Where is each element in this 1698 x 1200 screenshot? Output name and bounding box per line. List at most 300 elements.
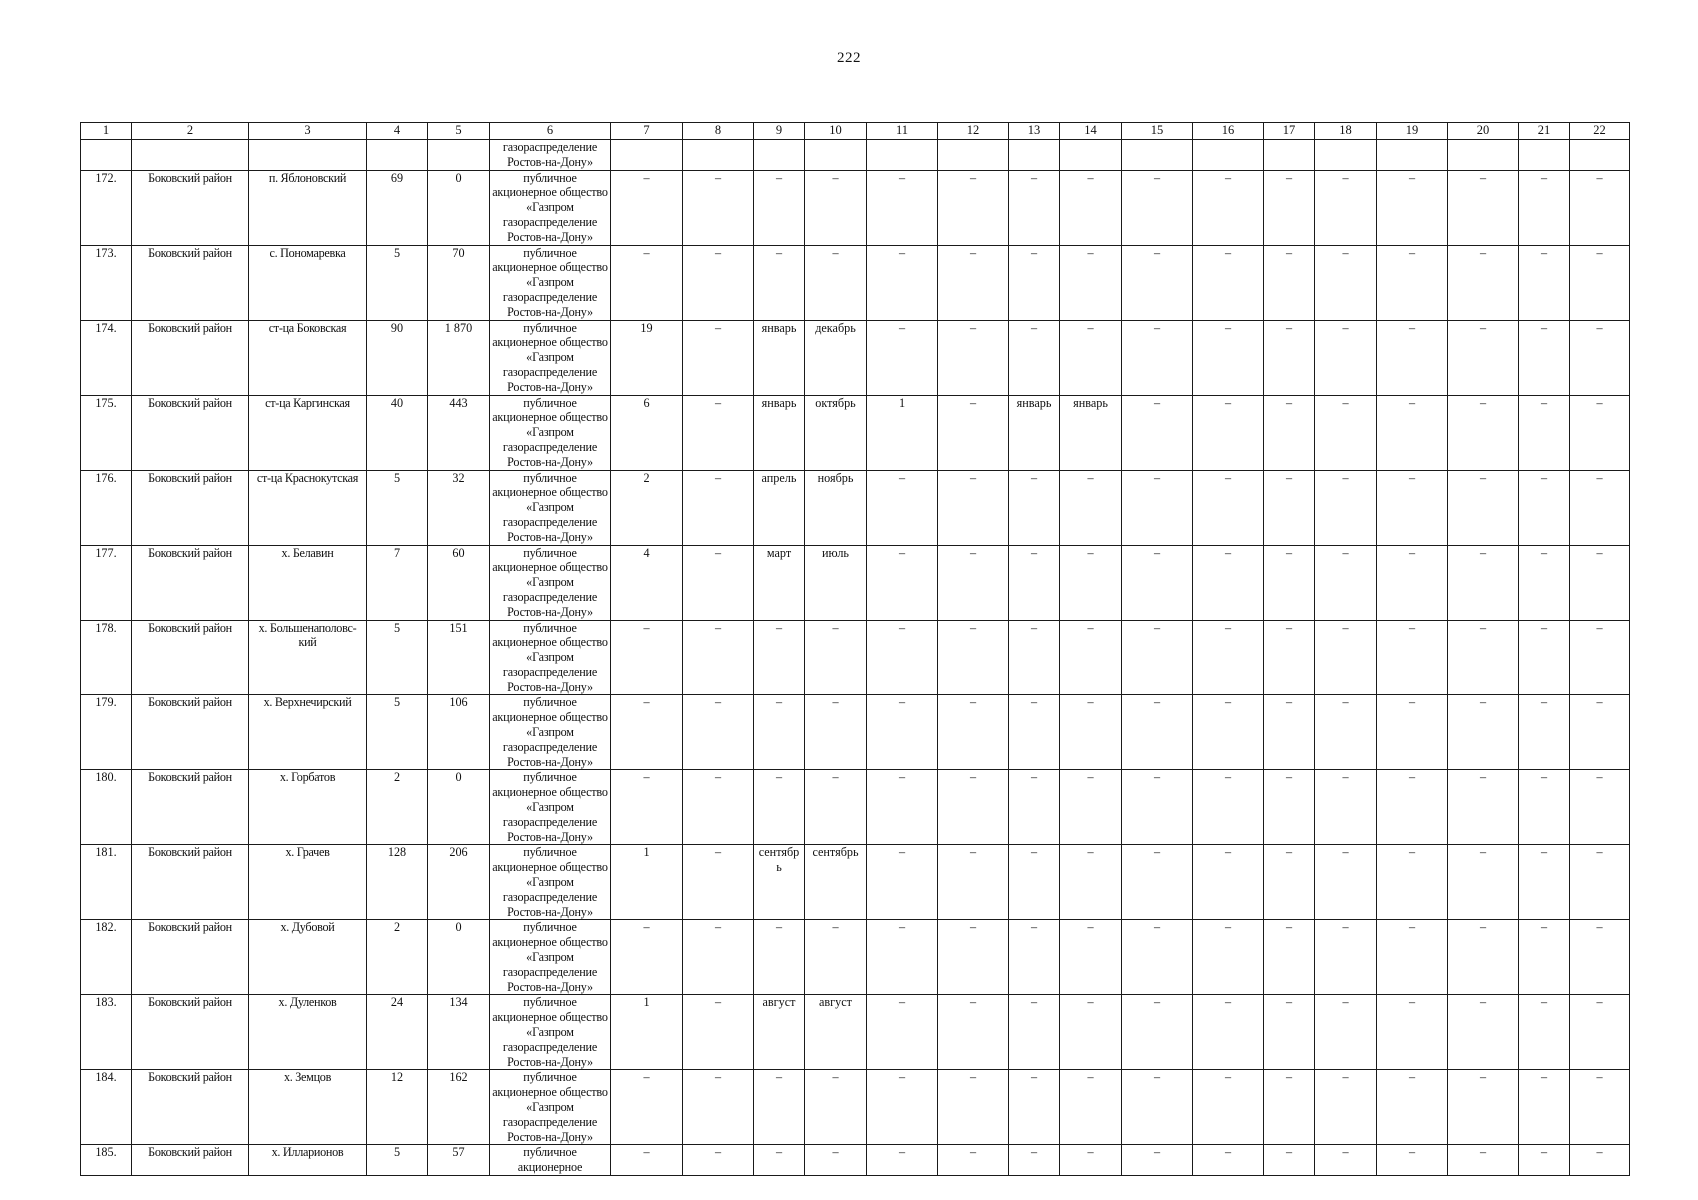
table-row (81, 395, 1630, 470)
col9-value-cell: январь (754, 320, 805, 395)
col8-value-cell: – (683, 920, 754, 995)
col20-value-cell: – (1448, 1070, 1519, 1145)
settlement-cell: х. Илларионов (249, 1145, 367, 1176)
col12-value-cell: – (938, 620, 1009, 695)
col15-value-cell: – (1122, 545, 1193, 620)
col18-value-cell: – (1315, 620, 1377, 695)
col19-value-cell: – (1377, 245, 1448, 320)
organization-cell: публичное акционерное общество «Газпром газораспределение Ростов-на-Дону» (490, 470, 611, 545)
col17-value-cell: – (1264, 320, 1315, 395)
row-number-cell: 185. (81, 1145, 132, 1176)
col7-value-cell: 1 (611, 845, 683, 920)
organization-cell: публичное акционерное общество «Газпром газораспределение Ростов-на-Дону» (490, 1070, 611, 1145)
col22-value-cell: – (1570, 395, 1630, 470)
col19-value-cell: – (1377, 1145, 1448, 1176)
column-number-header: 6 (490, 123, 611, 140)
col14-value-cell: – (1060, 845, 1122, 920)
col10-value-cell: – (805, 245, 867, 320)
organization-cell: публичное акционерное общество «Газпром газораспределение Ростов-на-Дону» (490, 170, 611, 245)
col8-value-cell: – (683, 1145, 754, 1176)
settlement-cell: х. Белавин (249, 545, 367, 620)
col4-value-cell: 2 (367, 770, 428, 845)
col19-value-cell (1377, 140, 1448, 171)
organization-cell: газораспределение Ростов-на-Дону» (490, 140, 611, 171)
table-row (81, 245, 1630, 320)
col11-value-cell: – (867, 470, 938, 545)
column-number-header: 1 (81, 123, 132, 140)
col11-value-cell (867, 140, 938, 171)
col9-value-cell: – (754, 1145, 805, 1176)
col7-value-cell: – (611, 1145, 683, 1176)
col14-value-cell: – (1060, 170, 1122, 245)
col13-value-cell: – (1009, 170, 1060, 245)
col12-value-cell (938, 140, 1009, 171)
col17-value-cell: – (1264, 770, 1315, 845)
table-row (81, 845, 1630, 920)
table-row (81, 995, 1630, 1070)
col15-value-cell: – (1122, 1070, 1193, 1145)
col12-value-cell: – (938, 1070, 1009, 1145)
col17-value-cell: – (1264, 995, 1315, 1070)
col11-value-cell: – (867, 1070, 938, 1145)
col4-value-cell: 5 (367, 1145, 428, 1176)
col15-value-cell: – (1122, 770, 1193, 845)
col22-value-cell: – (1570, 770, 1630, 845)
col14-value-cell: – (1060, 620, 1122, 695)
col10-value-cell: ноябрь (805, 470, 867, 545)
settlement-cell (249, 140, 367, 171)
col10-value-cell: декабрь (805, 320, 867, 395)
district-cell (132, 140, 249, 171)
col18-value-cell: – (1315, 845, 1377, 920)
table-row (81, 320, 1630, 395)
col19-value-cell: – (1377, 770, 1448, 845)
col13-value-cell: – (1009, 695, 1060, 770)
col15-value-cell: – (1122, 245, 1193, 320)
col17-value-cell: – (1264, 545, 1315, 620)
col11-value-cell: – (867, 620, 938, 695)
col16-value-cell: – (1193, 620, 1264, 695)
page-number: 222 (837, 50, 861, 66)
col14-value-cell: – (1060, 920, 1122, 995)
settlement-cell: х. Верхнечирский (249, 695, 367, 770)
col13-value-cell: – (1009, 620, 1060, 695)
col12-value-cell: – (938, 770, 1009, 845)
col17-value-cell: – (1264, 470, 1315, 545)
col11-value-cell: – (867, 1145, 938, 1176)
col4-value-cell: 40 (367, 395, 428, 470)
col16-value-cell: – (1193, 470, 1264, 545)
col5-value-cell: 443 (428, 395, 490, 470)
col10-value-cell: – (805, 620, 867, 695)
organization-cell: публичное акционерное общество «Газпром газораспределение Ростов-на-Дону» (490, 695, 611, 770)
district-cell: Боковский район (132, 470, 249, 545)
col5-value-cell: 151 (428, 620, 490, 695)
col19-value-cell: – (1377, 545, 1448, 620)
col18-value-cell: – (1315, 1070, 1377, 1145)
col10-value-cell: сентябрь (805, 845, 867, 920)
col21-value-cell: – (1519, 395, 1570, 470)
col5-value-cell: 57 (428, 1145, 490, 1176)
col13-value-cell: – (1009, 1070, 1060, 1145)
col13-value-cell: – (1009, 545, 1060, 620)
col9-value-cell: – (754, 170, 805, 245)
organization-cell: публичное акционерное общество «Газпром газораспределение Ростов-на-Дону» (490, 620, 611, 695)
col22-value-cell: – (1570, 845, 1630, 920)
row-number-cell: 172. (81, 170, 132, 245)
column-number-header: 12 (938, 123, 1009, 140)
col9-value-cell: – (754, 1070, 805, 1145)
col10-value-cell: – (805, 1145, 867, 1176)
district-cell: Боковский район (132, 845, 249, 920)
col13-value-cell: – (1009, 770, 1060, 845)
col17-value-cell: – (1264, 170, 1315, 245)
district-cell: Боковский район (132, 1070, 249, 1145)
col16-value-cell: – (1193, 995, 1264, 1070)
col17-value-cell: – (1264, 920, 1315, 995)
col13-value-cell: – (1009, 245, 1060, 320)
district-cell: Боковский район (132, 920, 249, 995)
col21-value-cell: – (1519, 545, 1570, 620)
settlement-cell: х. Дубовой (249, 920, 367, 995)
col13-value-cell (1009, 140, 1060, 171)
continuation-row (81, 140, 1630, 171)
col5-value-cell: 206 (428, 845, 490, 920)
col5-value-cell: 32 (428, 470, 490, 545)
col12-value-cell: – (938, 995, 1009, 1070)
col10-value-cell (805, 140, 867, 171)
organization-cell: публичное акционерное общество «Газпром газораспределение Ростов-на-Дону» (490, 995, 611, 1070)
col19-value-cell: – (1377, 320, 1448, 395)
col8-value-cell: – (683, 395, 754, 470)
col13-value-cell: январь (1009, 395, 1060, 470)
column-number-header: 9 (754, 123, 805, 140)
col16-value-cell: – (1193, 1070, 1264, 1145)
column-number-header: 17 (1264, 123, 1315, 140)
col22-value-cell (1570, 140, 1630, 171)
col7-value-cell: – (611, 920, 683, 995)
col16-value-cell: – (1193, 170, 1264, 245)
row-number-cell: 182. (81, 920, 132, 995)
col9-value-cell: – (754, 245, 805, 320)
col12-value-cell: – (938, 695, 1009, 770)
col14-value-cell: – (1060, 470, 1122, 545)
table-row (81, 695, 1630, 770)
organization-cell: публичное акционерное общество «Газпром газораспределение Ростов-на-Дону» (490, 320, 611, 395)
col19-value-cell: – (1377, 995, 1448, 1070)
col16-value-cell: – (1193, 545, 1264, 620)
col22-value-cell: – (1570, 1145, 1630, 1176)
settlement-cell: п. Яблоновский (249, 170, 367, 245)
col18-value-cell: – (1315, 920, 1377, 995)
col13-value-cell: – (1009, 470, 1060, 545)
col12-value-cell: – (938, 320, 1009, 395)
organization-cell: публичное акционерное общество «Газпром газораспределение Ростов-на-Дону» (490, 545, 611, 620)
col4-value-cell: 5 (367, 245, 428, 320)
col21-value-cell: – (1519, 245, 1570, 320)
col20-value-cell: – (1448, 995, 1519, 1070)
settlement-cell: х. Земцов (249, 1070, 367, 1145)
col15-value-cell: – (1122, 995, 1193, 1070)
row-number-cell: 178. (81, 620, 132, 695)
settlement-cell: ст-ца Каргинская (249, 395, 367, 470)
col10-value-cell: – (805, 1070, 867, 1145)
settlement-cell: с. Пономаревка (249, 245, 367, 320)
col7-value-cell: – (611, 1070, 683, 1145)
organization-cell: публичное акционерное общество «Газпром газораспределение Ростов-на-Дону» (490, 245, 611, 320)
col22-value-cell: – (1570, 545, 1630, 620)
col22-value-cell: – (1570, 1070, 1630, 1145)
column-number-header: 14 (1060, 123, 1122, 140)
row-number-cell: 180. (81, 770, 132, 845)
col21-value-cell: – (1519, 1145, 1570, 1176)
col4-value-cell: 5 (367, 695, 428, 770)
col9-value-cell: – (754, 920, 805, 995)
col9-value-cell: – (754, 620, 805, 695)
col22-value-cell: – (1570, 620, 1630, 695)
row-number-cell: 183. (81, 995, 132, 1070)
table-row (81, 545, 1630, 620)
col12-value-cell: – (938, 920, 1009, 995)
col21-value-cell: – (1519, 920, 1570, 995)
col15-value-cell: – (1122, 1145, 1193, 1176)
col4-value-cell: 5 (367, 620, 428, 695)
col20-value-cell: – (1448, 770, 1519, 845)
col17-value-cell: – (1264, 1070, 1315, 1145)
district-cell: Боковский район (132, 320, 249, 395)
col10-value-cell: – (805, 170, 867, 245)
col8-value-cell (683, 140, 754, 171)
col18-value-cell: – (1315, 545, 1377, 620)
col20-value-cell: – (1448, 395, 1519, 470)
col14-value-cell: – (1060, 1145, 1122, 1176)
col7-value-cell: 4 (611, 545, 683, 620)
district-cell: Боковский район (132, 245, 249, 320)
col8-value-cell: – (683, 695, 754, 770)
column-number-header: 20 (1448, 123, 1519, 140)
row-number-cell: 173. (81, 245, 132, 320)
district-cell: Боковский район (132, 695, 249, 770)
col11-value-cell: – (867, 995, 938, 1070)
col5-value-cell: 60 (428, 545, 490, 620)
col9-value-cell: – (754, 770, 805, 845)
col18-value-cell: – (1315, 695, 1377, 770)
row-number-cell: 174. (81, 320, 132, 395)
col14-value-cell: – (1060, 995, 1122, 1070)
col21-value-cell: – (1519, 845, 1570, 920)
col13-value-cell: – (1009, 320, 1060, 395)
col13-value-cell: – (1009, 920, 1060, 995)
col15-value-cell (1122, 140, 1193, 171)
col9-value-cell (754, 140, 805, 171)
col4-value-cell (367, 140, 428, 171)
col16-value-cell: – (1193, 845, 1264, 920)
col5-value-cell: 0 (428, 170, 490, 245)
col17-value-cell: – (1264, 245, 1315, 320)
col13-value-cell: – (1009, 845, 1060, 920)
col12-value-cell: – (938, 470, 1009, 545)
col18-value-cell (1315, 140, 1377, 171)
col7-value-cell: 2 (611, 470, 683, 545)
col20-value-cell: – (1448, 845, 1519, 920)
district-cell: Боковский район (132, 395, 249, 470)
col11-value-cell: – (867, 170, 938, 245)
col5-value-cell (428, 140, 490, 171)
settlement-cell: х. Горбатов (249, 770, 367, 845)
col12-value-cell: – (938, 395, 1009, 470)
col11-value-cell: – (867, 245, 938, 320)
col7-value-cell: – (611, 770, 683, 845)
col10-value-cell: октябрь (805, 395, 867, 470)
gas-distribution-table (80, 122, 1630, 1176)
col11-value-cell: – (867, 770, 938, 845)
column-number-header: 22 (1570, 123, 1630, 140)
col21-value-cell: – (1519, 320, 1570, 395)
col4-value-cell: 12 (367, 1070, 428, 1145)
column-number-header: 15 (1122, 123, 1193, 140)
column-number-header: 16 (1193, 123, 1264, 140)
col20-value-cell: – (1448, 545, 1519, 620)
col20-value-cell: – (1448, 695, 1519, 770)
col5-value-cell: 0 (428, 920, 490, 995)
col7-value-cell: – (611, 620, 683, 695)
col7-value-cell: – (611, 695, 683, 770)
col16-value-cell: – (1193, 770, 1264, 845)
col19-value-cell: – (1377, 395, 1448, 470)
col4-value-cell: 5 (367, 470, 428, 545)
organization-cell: публичное акционерное общество «Газпром газораспределение Ростов-на-Дону» (490, 845, 611, 920)
district-cell: Боковский район (132, 1145, 249, 1176)
col4-value-cell: 2 (367, 920, 428, 995)
column-number-header: 21 (1519, 123, 1570, 140)
col13-value-cell: – (1009, 1145, 1060, 1176)
col13-value-cell: – (1009, 995, 1060, 1070)
col18-value-cell: – (1315, 770, 1377, 845)
col4-value-cell: 24 (367, 995, 428, 1070)
col15-value-cell: – (1122, 470, 1193, 545)
col16-value-cell: – (1193, 320, 1264, 395)
col19-value-cell: – (1377, 845, 1448, 920)
col11-value-cell: – (867, 845, 938, 920)
col15-value-cell: – (1122, 695, 1193, 770)
organization-cell: публичное акционерное общество «Газпром газораспределение Ростов-на-Дону» (490, 395, 611, 470)
col5-value-cell: 1 870 (428, 320, 490, 395)
col5-value-cell: 0 (428, 770, 490, 845)
settlement-cell: х. Грачев (249, 845, 367, 920)
col15-value-cell: – (1122, 920, 1193, 995)
col14-value-cell: – (1060, 770, 1122, 845)
col21-value-cell: – (1519, 620, 1570, 695)
column-number-header: 7 (611, 123, 683, 140)
col10-value-cell: – (805, 695, 867, 770)
col16-value-cell: – (1193, 695, 1264, 770)
col4-value-cell: 69 (367, 170, 428, 245)
col15-value-cell: – (1122, 620, 1193, 695)
col8-value-cell: – (683, 170, 754, 245)
settlement-cell: х. Большенаполовс-кий (249, 620, 367, 695)
col9-value-cell: март (754, 545, 805, 620)
settlement-cell: х. Дуленков (249, 995, 367, 1070)
row-number-cell: 181. (81, 845, 132, 920)
district-cell: Боковский район (132, 545, 249, 620)
col22-value-cell: – (1570, 320, 1630, 395)
col9-value-cell: сентябрь (754, 845, 805, 920)
col5-value-cell: 70 (428, 245, 490, 320)
col17-value-cell: – (1264, 845, 1315, 920)
col9-value-cell: – (754, 695, 805, 770)
table-row (81, 470, 1630, 545)
col21-value-cell: – (1519, 995, 1570, 1070)
table-body (81, 123, 1630, 1176)
col8-value-cell: – (683, 845, 754, 920)
row-number-cell: 184. (81, 1070, 132, 1145)
column-number-header: 13 (1009, 123, 1060, 140)
col7-value-cell: 1 (611, 995, 683, 1070)
column-number-header: 19 (1377, 123, 1448, 140)
col22-value-cell: – (1570, 170, 1630, 245)
col18-value-cell: – (1315, 995, 1377, 1070)
col12-value-cell: – (938, 170, 1009, 245)
col8-value-cell: – (683, 770, 754, 845)
col12-value-cell: – (938, 845, 1009, 920)
district-cell: Боковский район (132, 995, 249, 1070)
col10-value-cell: – (805, 920, 867, 995)
col20-value-cell (1448, 140, 1519, 171)
col4-value-cell: 128 (367, 845, 428, 920)
col17-value-cell: – (1264, 395, 1315, 470)
col18-value-cell: – (1315, 470, 1377, 545)
col22-value-cell: – (1570, 470, 1630, 545)
col14-value-cell: – (1060, 245, 1122, 320)
col15-value-cell: – (1122, 320, 1193, 395)
col21-value-cell: – (1519, 695, 1570, 770)
col7-value-cell (611, 140, 683, 171)
col22-value-cell: – (1570, 920, 1630, 995)
col21-value-cell: – (1519, 170, 1570, 245)
col19-value-cell: – (1377, 620, 1448, 695)
col17-value-cell: – (1264, 1145, 1315, 1176)
col20-value-cell: – (1448, 470, 1519, 545)
column-number-header: 10 (805, 123, 867, 140)
col11-value-cell: – (867, 320, 938, 395)
col5-value-cell: 162 (428, 1070, 490, 1145)
col5-value-cell: 134 (428, 995, 490, 1070)
col22-value-cell: – (1570, 245, 1630, 320)
col14-value-cell: – (1060, 695, 1122, 770)
col7-value-cell: – (611, 245, 683, 320)
col4-value-cell: 7 (367, 545, 428, 620)
district-cell: Боковский район (132, 170, 249, 245)
col11-value-cell: 1 (867, 395, 938, 470)
col12-value-cell: – (938, 1145, 1009, 1176)
col16-value-cell: – (1193, 245, 1264, 320)
col9-value-cell: апрель (754, 470, 805, 545)
col9-value-cell: август (754, 995, 805, 1070)
organization-cell: публичное акционерное общество «Газпром газораспределение Ростов-на-Дону» (490, 770, 611, 845)
col12-value-cell: – (938, 545, 1009, 620)
row-number-cell: 177. (81, 545, 132, 620)
table-row (81, 1145, 1630, 1176)
col8-value-cell: – (683, 620, 754, 695)
col7-value-cell: 6 (611, 395, 683, 470)
column-number-header: 5 (428, 123, 490, 140)
district-cell: Боковский район (132, 620, 249, 695)
column-number-header: 2 (132, 123, 249, 140)
col9-value-cell: январь (754, 395, 805, 470)
col8-value-cell: – (683, 1070, 754, 1145)
col8-value-cell: – (683, 995, 754, 1070)
table-row (81, 620, 1630, 695)
